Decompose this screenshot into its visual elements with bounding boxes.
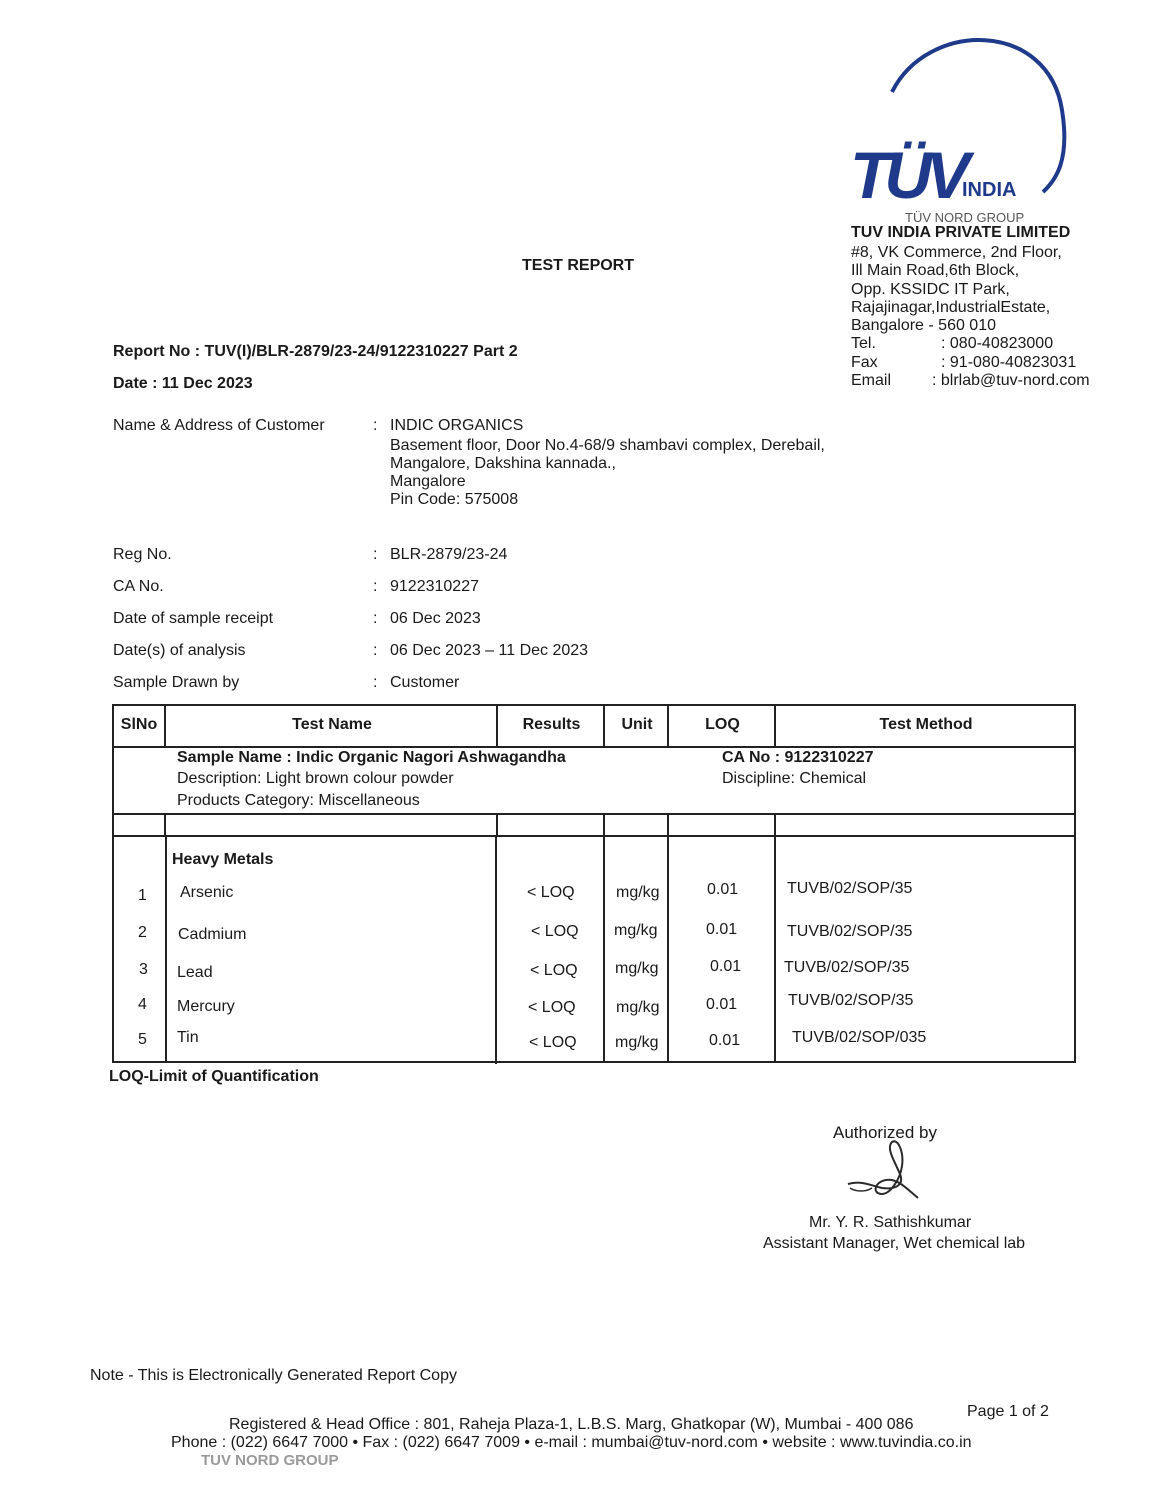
analysis-date-value: 06 Dec 2023 – 11 Dec 2023 — [390, 642, 589, 659]
row-test-name: Tin — [177, 1029, 199, 1046]
fax-label: Fax — [851, 354, 878, 371]
row-unit: mg/kg — [615, 960, 659, 977]
row-slno: 3 — [139, 961, 148, 978]
signatory-name: Mr. Y. R. Sathishkumar — [809, 1214, 972, 1231]
receipt-date-value: 06 Dec 2023 — [390, 610, 481, 627]
row-unit: mg/kg — [616, 999, 660, 1016]
row-result: < LOQ — [529, 1034, 577, 1051]
footer-group: TUV NORD GROUP — [201, 1452, 339, 1469]
row-test-name: Lead — [177, 964, 213, 981]
reg-no-label: Reg No. — [113, 546, 172, 563]
row-loq: 0.01 — [707, 881, 739, 898]
row-unit: mg/kg — [616, 884, 660, 901]
sample-ca-no: CA No : 9122310227 — [722, 749, 874, 766]
row-unit: mg/kg — [615, 1034, 659, 1051]
authorized-by: Authorized by — [833, 1123, 937, 1142]
logo-india-text: INDIA — [962, 179, 1017, 201]
signatory-title: Assistant Manager, Wet chemical lab — [763, 1235, 1026, 1252]
colon: : — [373, 674, 378, 691]
company-address-line: Ill Main Road,6th Block, — [851, 262, 1020, 279]
colon: : — [373, 578, 378, 595]
row-slno: 2 — [138, 924, 147, 941]
report-number: Report No : TUV(I)/BLR-2879/23-24/9122310227 Part 2 — [113, 343, 518, 360]
row-loq: 0.01 — [706, 921, 738, 938]
row-loq: 0.01 — [709, 1032, 741, 1049]
report-title: TEST REPORT — [522, 257, 635, 274]
row-test-name: Mercury — [177, 998, 235, 1015]
analysis-date-label: Date(s) of analysis — [113, 642, 246, 659]
row-loq: 0.01 — [706, 996, 738, 1013]
colon: : — [373, 642, 378, 659]
header-unit: Unit — [621, 716, 653, 733]
header-results: Results — [522, 716, 581, 733]
row-method: TUVB/02/SOP/035 — [792, 1029, 927, 1046]
customer-address-line: Mangalore, Dakshina kannada., — [390, 455, 616, 472]
customer-name: INDIC ORGANICS — [390, 417, 524, 434]
company-address-line: #8, VK Commerce, 2nd Floor, — [851, 244, 1062, 261]
sample-category: Products Category: Miscellaneous — [177, 792, 420, 809]
head-office-address: Registered & Head Office : 801, Raheja Plaza-1, L.B.S. Marg, Ghatkopar (W), Mumbai - 400 086 — [229, 1416, 914, 1433]
email-value: : blrlab@tuv-nord.com — [932, 372, 1090, 389]
row-method: TUVB/02/SOP/35 — [787, 880, 913, 897]
header-test-method: Test Method — [879, 716, 973, 733]
customer-address-line: Basement floor, Door No.4-68/9 shambavi complex, Derebail, — [390, 437, 825, 454]
customer-label: Name & Address of Customer — [113, 417, 325, 434]
sample-drawn-label: Sample Drawn by — [113, 674, 240, 691]
ca-no-label: CA No. — [113, 578, 164, 595]
loq-footnote: LOQ-Limit of Quantification — [109, 1068, 319, 1085]
group-heavy-metals: Heavy Metals — [172, 851, 274, 868]
sample-drawn-value: Customer — [390, 674, 460, 691]
row-method: TUVB/02/SOP/35 — [784, 959, 910, 976]
tel-value: : 080-40823000 — [941, 335, 1054, 352]
row-test-name: Arsenic — [180, 884, 234, 901]
colon: : — [373, 610, 378, 627]
row-result: < LOQ — [527, 884, 575, 901]
row-loq: 0.01 — [710, 958, 742, 975]
header-loq: LOQ — [705, 716, 740, 733]
colon: : — [373, 417, 378, 434]
logo-tuv-text: TÜV — [850, 138, 970, 212]
signature-image — [842, 1138, 922, 1206]
row-method: TUVB/02/SOP/35 — [788, 992, 914, 1009]
company-name: TUV INDIA PRIVATE LIMITED — [851, 224, 1071, 241]
receipt-date-label: Date of sample receipt — [113, 610, 274, 627]
header-test-name: Test Name — [292, 716, 372, 733]
row-result: < LOQ — [530, 962, 578, 979]
row-slno: 1 — [138, 887, 147, 904]
row-result: < LOQ — [531, 923, 579, 940]
sample-name: Sample Name : Indic Organic Nagori Ashwagandha — [177, 749, 566, 766]
email-label: Email — [851, 372, 892, 389]
report-date: Date : 11 Dec 2023 — [113, 375, 253, 392]
reg-no-value: BLR-2879/23-24 — [390, 546, 508, 563]
logo-group-text: TÜV NORD GROUP — [905, 210, 1025, 225]
tel-label: Tel. — [851, 335, 876, 352]
fax-value: : 91-080-40823031 — [941, 354, 1077, 371]
footer-contact: Phone : (022) 6647 7000 • Fax : (022) 6647 7009 • e-mail : mumbai@tuv-nord.com • website : www.tuvindia.co.in — [171, 1434, 972, 1451]
sample-discipline: Discipline: Chemical — [722, 770, 867, 787]
customer-address-line: Mangalore — [390, 473, 466, 490]
electronic-note: Note - This is Electronically Generated Report Copy — [90, 1367, 457, 1384]
row-unit: mg/kg — [614, 922, 658, 939]
company-address-line: Opp. KSSIDC IT Park, — [851, 281, 1010, 298]
colon: : — [373, 546, 378, 563]
tuv-india-logo — [848, 30, 1070, 230]
row-slno: 5 — [138, 1031, 147, 1048]
ca-no-value: 9122310227 — [390, 578, 479, 595]
row-slno: 4 — [138, 996, 147, 1013]
sample-description: Description: Light brown colour powder — [177, 770, 454, 787]
page-number: Page 1 of 2 — [967, 1403, 1049, 1420]
customer-address-line: Pin Code: 575008 — [390, 491, 519, 508]
row-method: TUVB/02/SOP/35 — [787, 923, 913, 940]
header-slno: SlNo — [120, 716, 158, 733]
row-test-name: Cadmium — [178, 926, 247, 943]
row-result: < LOQ — [528, 999, 576, 1016]
company-address-line: Rajajinagar,IndustrialEstate, — [851, 299, 1051, 316]
company-address-line: Bangalore - 560 010 — [851, 317, 996, 334]
